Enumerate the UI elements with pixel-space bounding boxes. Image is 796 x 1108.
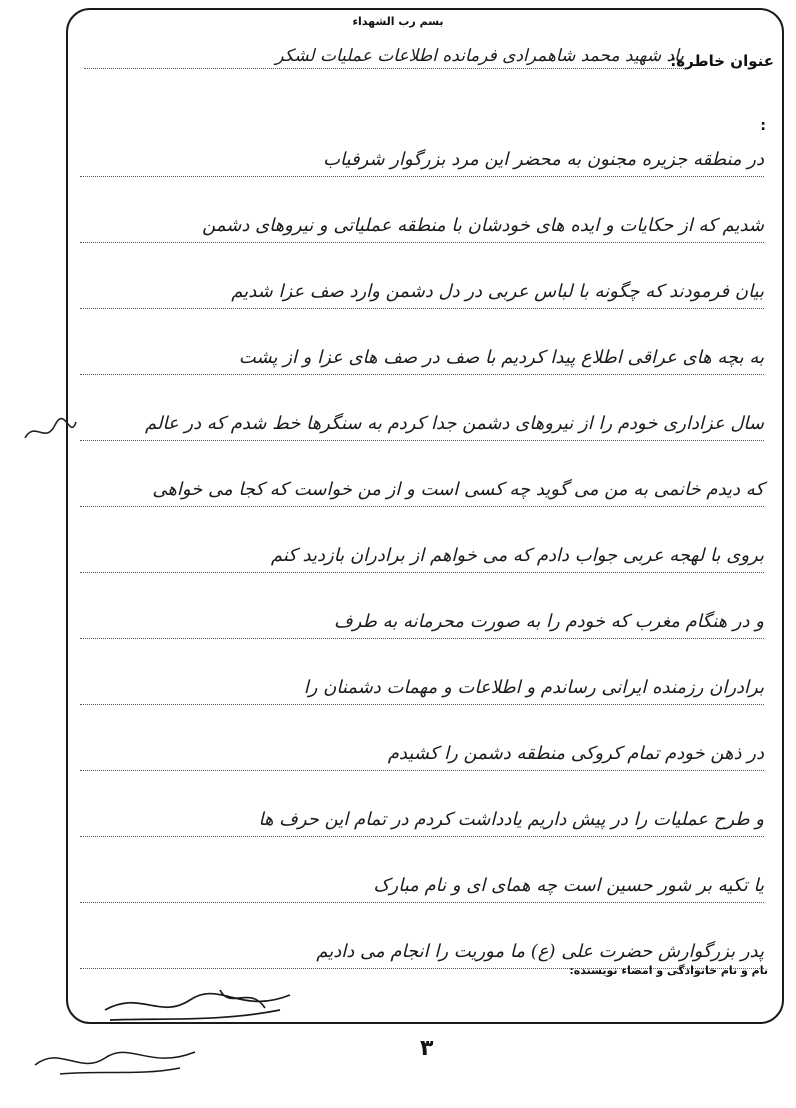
body-line-text: به بچه های عراقی اطلاع پیدا کردیم با صف در صف های عزا و از پشت	[238, 347, 764, 368]
body-line	[80, 638, 764, 705]
memory-title-text: یاد شهید محمد شاهمرادی فرمانده اطلاعات عملیات لشکر	[275, 46, 684, 66]
body-line	[80, 902, 764, 969]
body-line	[80, 770, 764, 837]
body-line	[80, 704, 764, 771]
body-line	[80, 572, 764, 639]
body-line	[80, 440, 764, 507]
body-line-text: و در هنگام مغرب که خودم را به صورت محرمانه به طرف	[334, 611, 764, 632]
page-number: ۳	[420, 1036, 434, 1061]
bottom-handwriting-mark	[30, 1040, 200, 1080]
signature-mark	[100, 980, 300, 1030]
body-line	[80, 242, 764, 309]
body-line-text: شدیم که از حکایات و ایده های خودشان با منطقه عملیاتی و نیروهای دشمن	[202, 215, 764, 236]
body-line	[80, 506, 764, 573]
memory-title-label: عنوان خاطره:	[670, 52, 774, 70]
body-line-text: یا تکیه بر شور حسین است چه همای ای و نام مبارک	[373, 875, 764, 896]
body-line-text: که دیدم خانمی به من می گوید چه کسی است و از من خواست که کجا می خواهی	[152, 479, 764, 500]
body-line-text: بیان فرمودند که چگونه با لباس عربی در دل دشمن وارد صف عزا شدیم	[231, 281, 764, 302]
margin-scribble	[20, 410, 80, 450]
body-line	[80, 308, 764, 375]
body-line-text: پدر بزرگوارش حضرت علی (ع) ما موریت را انجام می دادیم	[316, 941, 764, 962]
body-line-text: برادران رزمنده ایرانی رساندم و اطلاعات و مهمات دشمنان را	[303, 677, 764, 698]
page-header: بسم رب الشهداء	[352, 15, 444, 28]
body-line	[80, 176, 764, 243]
body-line-text: در منطقه جزیره مجنون به محضر این مرد بزرگوار شرفیاب	[323, 149, 764, 170]
body-line-text: و طرح عملیات را در پیش داریم یادداشت کردم در تمام این حرف ها	[258, 809, 764, 830]
body-line-text: سال عزاداری خودم را از نیروهای دشمن جدا کردم به سنگرها خط شدم که در عالم	[144, 413, 764, 434]
body-marker: :	[760, 118, 766, 134]
body-line-text: در ذهن خودم تمام کروکی منطقه دشمن را کشیدم	[387, 743, 764, 764]
signature-label: نام و نام خانوادگی و امضاء نویسنده:	[569, 964, 768, 977]
body-line	[80, 374, 764, 441]
body-line-text: بروی با لهجه عربی جواب دادم که می خواهم از برادران بازدید کنم	[270, 545, 764, 566]
body-line	[80, 110, 764, 177]
body-line	[80, 836, 764, 903]
title-rule	[84, 68, 684, 69]
